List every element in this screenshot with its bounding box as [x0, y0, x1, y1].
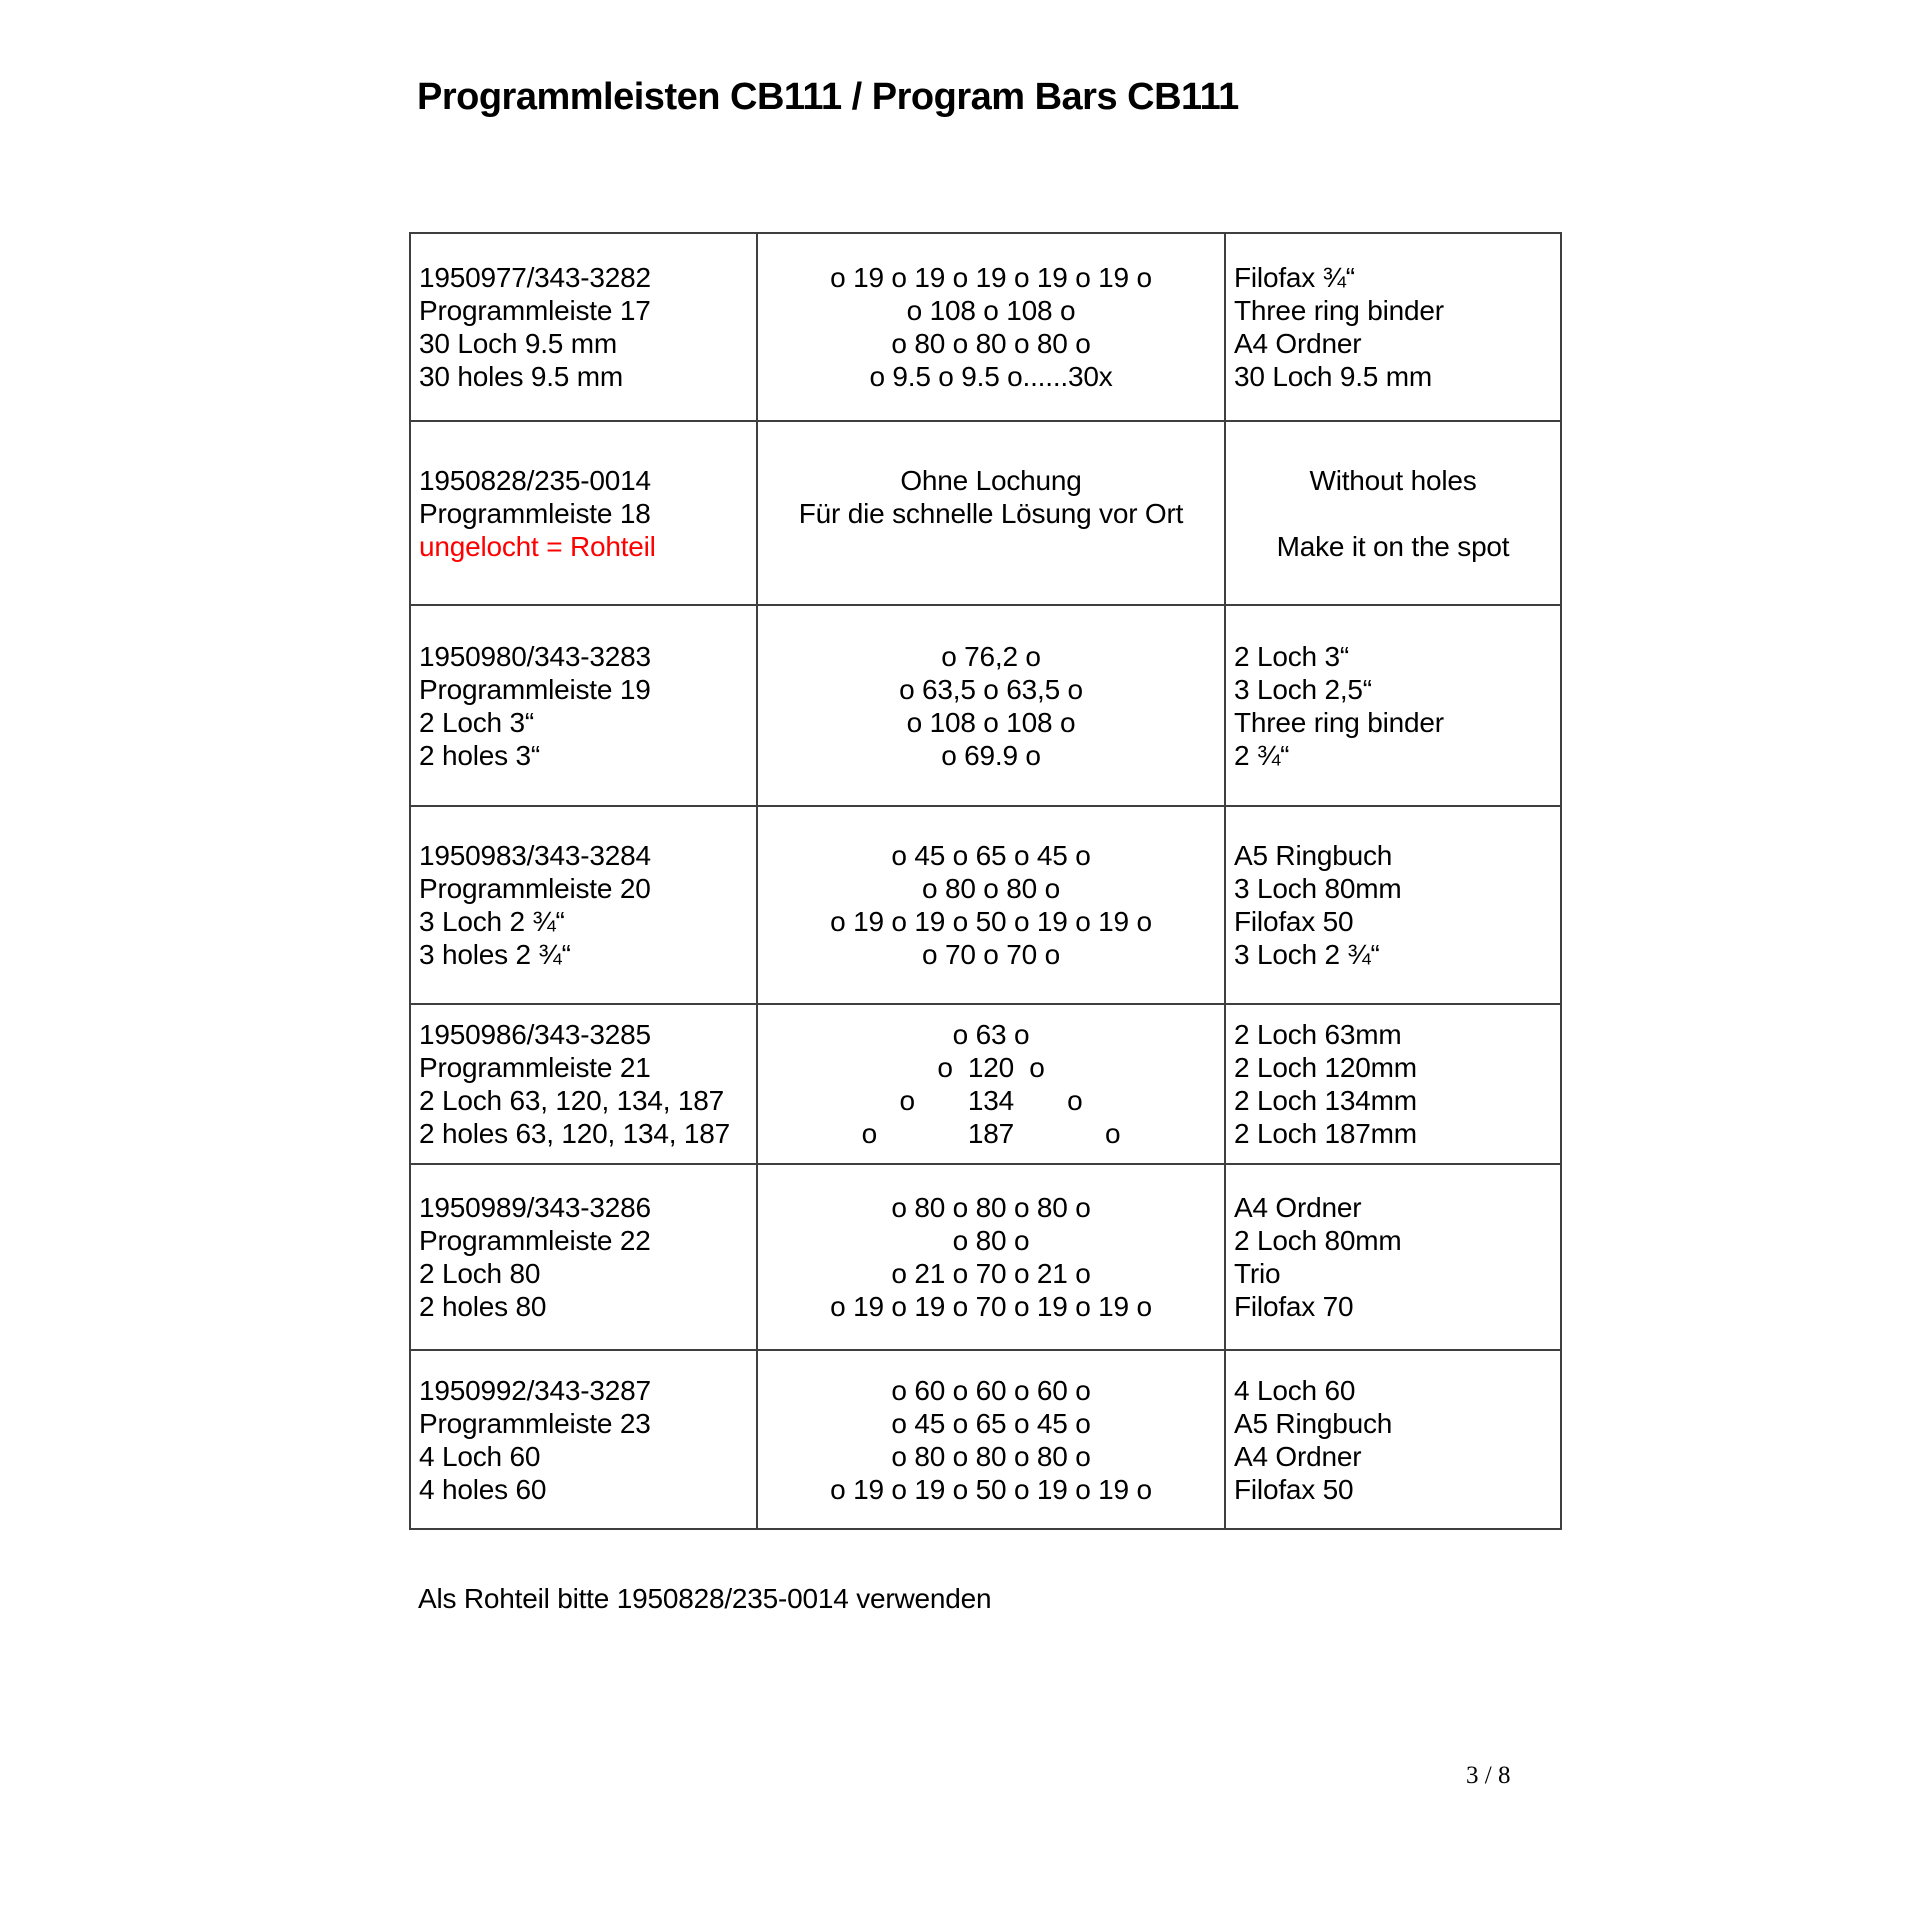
cell-line: 30 holes 9.5 mm [419, 361, 623, 392]
cell-line: Programmleiste 19 [419, 673, 651, 705]
cell-line: o 19 o 19 o 50 o 19 o 19 o [830, 1473, 1152, 1505]
cell-line: 4 Loch 60 [419, 1440, 541, 1472]
cell-line: o 21 o 70 o 21 o [891, 1258, 1091, 1289]
footer-note: Als Rohteil bitte 1950828/235-0014 verwenden [418, 1583, 992, 1614]
table-cell [1225, 1164, 1561, 1350]
cell-line: 1950986/343-3285 [419, 1019, 651, 1050]
table-row [410, 1164, 1561, 1350]
cell-line [1234, 497, 1552, 530]
cell-line: o 69.9 o [941, 739, 1041, 771]
cell-line: o 108 o 108 o [906, 295, 1076, 326]
cell-line: 3 Loch 2,5“ [1234, 673, 1372, 705]
table-cell [410, 806, 757, 1004]
cell-line: Programmleiste 20 [419, 873, 651, 904]
table-cell [1225, 233, 1561, 421]
cell-line: Filofax ¾“ [1234, 262, 1355, 293]
table-cell [1225, 421, 1561, 605]
cell-line: 3 Loch 2 ¾“ [1234, 939, 1380, 970]
cell-line: o 19 o 19 o 19 o 19 o 19 o [830, 262, 1152, 293]
cell-line: Filofax 50 [1234, 906, 1354, 937]
cell-line: o 134 o [899, 1085, 1083, 1116]
cell-line: Without holes [1309, 464, 1477, 496]
cell-line: 1950992/343-3287 [419, 1374, 651, 1406]
table-cell [410, 1004, 757, 1164]
cell-line: o 45 o 65 o 45 o [891, 840, 1091, 871]
cell-line: o 19 o 19 o 70 o 19 o 19 o [830, 1291, 1152, 1322]
table-cell [410, 233, 757, 421]
table-cell [1225, 605, 1561, 806]
table-cell [1225, 1350, 1561, 1529]
cell-line: o 187 o [861, 1118, 1121, 1149]
table-body [410, 233, 1561, 1529]
cell-line: Programmleiste 23 [419, 1407, 651, 1439]
page-number: 3 / 8 [1466, 1762, 1511, 1789]
cell-line: o 60 o 60 o 60 o [891, 1374, 1091, 1406]
table-cell [757, 1350, 1225, 1529]
cell-line: 2 Loch 63mm [1234, 1019, 1402, 1050]
cell-line: Filofax 50 [1234, 1473, 1354, 1505]
cell-line: Programmleiste 18 [419, 497, 651, 529]
table-cell [410, 1164, 757, 1350]
cell-line: 2 holes 63, 120, 134, 187 [419, 1118, 731, 1149]
cell-line: Programmleiste 22 [419, 1225, 651, 1256]
cell-line: Programmleiste 17 [419, 295, 651, 326]
cell-line: o 80 o 80 o 80 o [891, 1192, 1091, 1223]
cell-line: A4 Ordner [1234, 328, 1362, 359]
cell-line: 30 Loch 9.5 mm [419, 328, 617, 359]
cell-line: 2 holes 3“ [419, 739, 540, 771]
table-row [410, 605, 1561, 806]
cell-line: o 76,2 o [941, 640, 1041, 672]
cell-line: Programmleiste 21 [419, 1052, 651, 1083]
cell-line: 2 Loch 120mm [1234, 1052, 1417, 1083]
cell-line: Three ring binder [1234, 706, 1444, 738]
cell-line: A5 Ringbuch [1234, 840, 1393, 871]
cell-line: 3 Loch 2 ¾“ [419, 906, 565, 937]
cell-line: o 63,5 o 63,5 o [899, 673, 1083, 705]
cell-line: A5 Ringbuch [1234, 1407, 1393, 1439]
cell-line: o 70 o 70 o [922, 939, 1060, 970]
cell-line: 2 Loch 187mm [1234, 1118, 1417, 1149]
table-cell [410, 605, 757, 806]
cell-line: Filofax 70 [1234, 1291, 1354, 1322]
cell-line: 2 Loch 3“ [1234, 640, 1349, 672]
cell-line: 4 holes 60 [419, 1473, 547, 1505]
cell-line: 4 Loch 60 [1234, 1374, 1356, 1406]
cell-line: Trio [1234, 1258, 1281, 1289]
cell-line: 1950980/343-3283 [419, 640, 651, 672]
table-cell [757, 806, 1225, 1004]
cell-line: o 108 o 108 o [906, 706, 1076, 738]
cell-line: 2 Loch 134mm [1234, 1085, 1417, 1116]
table-row [410, 421, 1561, 605]
cell-line: o 80 o [952, 1225, 1030, 1256]
cell-line: o 80 o 80 o 80 o [891, 328, 1091, 359]
table-cell [1225, 1004, 1561, 1164]
cell-line: 1950977/343-3282 [419, 262, 651, 293]
table-cell [757, 605, 1225, 806]
cell-line: 2 Loch 63, 120, 134, 187 [419, 1085, 725, 1116]
table-cell [757, 421, 1225, 605]
table-row [410, 1004, 1561, 1164]
table-row [410, 233, 1561, 421]
cell-line: Make it on the spot [1276, 530, 1510, 562]
cell-line: 2 ¾“ [1234, 739, 1290, 771]
cell-line: o 80 o 80 o 80 o [891, 1440, 1091, 1472]
cell-line: A4 Ordner [1234, 1440, 1362, 1472]
cell-line: 2 Loch 80mm [1234, 1225, 1402, 1256]
table-cell [410, 1350, 757, 1529]
cell-line: 1950828/235-0014 [419, 464, 651, 496]
cell-line: Für die schnelle Lösung vor Ort [798, 497, 1184, 529]
program-bars-table [409, 232, 1562, 1530]
cell-line: o 45 o 65 o 45 o [891, 1407, 1091, 1439]
cell-line: o 19 o 19 o 50 o 19 o 19 o [830, 906, 1152, 937]
page-title: Programmleisten CB111 / Program Bars CB111 [417, 76, 1239, 118]
cell-line: 2 Loch 3“ [419, 706, 534, 738]
cell-line: o 80 o 80 o [922, 873, 1060, 904]
red-note-line: ungelocht = Rohteil [419, 530, 656, 562]
table-cell [410, 421, 757, 605]
cell-line: o 120 o [937, 1052, 1045, 1083]
cell-line: 3 Loch 80mm [1234, 873, 1402, 904]
table-cell [757, 1004, 1225, 1164]
table-cell [757, 233, 1225, 421]
cell-line: Ohne Lochung [900, 464, 1082, 496]
cell-line: Three ring binder [1234, 295, 1444, 326]
table-row [410, 806, 1561, 1004]
cell-line: 3 holes 2 ¾“ [419, 939, 571, 970]
cell-line: o 9.5 o 9.5 o......30x [869, 361, 1113, 392]
cell-line: 2 Loch 80 [419, 1258, 541, 1289]
cell-line: o 63 o [952, 1019, 1030, 1050]
cell-line: 1950983/343-3284 [419, 840, 651, 871]
cell-line [766, 530, 1216, 563]
cell-line: 1950989/343-3286 [419, 1192, 651, 1223]
cell-line: A4 Ordner [1234, 1192, 1362, 1223]
cell-line: 30 Loch 9.5 mm [1234, 361, 1432, 392]
table-cell [1225, 806, 1561, 1004]
table-row [410, 1350, 1561, 1529]
cell-line: 2 holes 80 [419, 1291, 547, 1322]
table-cell [757, 1164, 1225, 1350]
